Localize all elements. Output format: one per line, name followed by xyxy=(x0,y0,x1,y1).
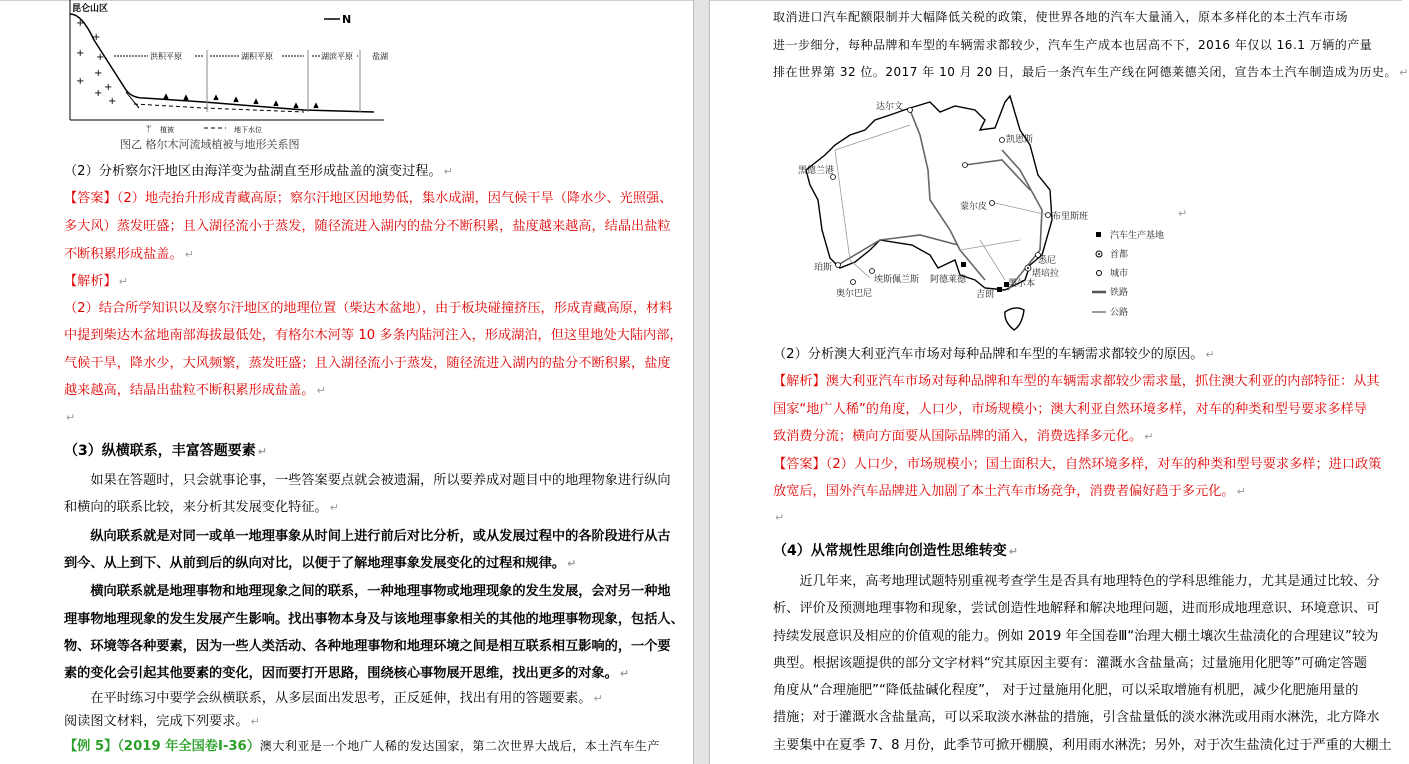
legend-road: 公路 xyxy=(1110,308,1129,318)
legend-production-base: 汽车生产基地 xyxy=(1110,231,1165,241)
body-line: 持续发展意识及相应的价值观的能力。例如 2019 年全国卷Ⅲ“治理大棚土壤次生盐渍化的合理建议”较为 xyxy=(773,629,1379,644)
body-line: 主要集中在夏季 7、8 月份，此季节可掀开棚膜，利用雨水淋洗；另外，对于次生盐渍化过于严重的大棚土 xyxy=(773,738,1392,753)
body-line: 近几年来，高考地理试题特别重视考查学生是否具有地理特色的学科思维能力，尤其是通过比较、分 xyxy=(773,574,1380,589)
paragraph-mark: ↵ xyxy=(257,445,267,458)
paragraph-mark: ↵ xyxy=(593,692,603,705)
section-heading-3 xyxy=(64,442,632,461)
city-label: 吉朗 xyxy=(976,290,995,300)
answer-text: 放宽后，国外汽车品牌进入加剧了本土汽车市场竞争，消费者偏好趋于多元化。 xyxy=(773,484,1235,499)
analysis-line: 中提到柴达木盆地南部海拔最低处，有格尔木河等 10 多条内陆河注入，形成湖泊，但这里地处大陆内部， xyxy=(64,328,683,343)
svg-text:+: + xyxy=(76,48,85,59)
intro-line xyxy=(773,63,1409,82)
svg-text:+: + xyxy=(76,76,85,87)
zone-label: 盐湖 xyxy=(372,52,388,61)
analysis-line: 国家“地广人稀”的角度，人口少，市场规模小；澳大利亚自然环境多样，对车的种类和型号要求多样导 xyxy=(773,402,1367,417)
paragraph-mark: ↵ xyxy=(329,501,339,514)
north-label: N xyxy=(342,13,352,26)
vegetation-terrain-figure xyxy=(64,0,404,152)
paragraph-mark: ↵ xyxy=(1399,66,1409,79)
example-line xyxy=(64,737,660,756)
svg-text:+: + xyxy=(94,68,103,79)
paragraph-mark: ↵ xyxy=(1178,207,1188,220)
paragraph-mark: ↵ xyxy=(619,667,630,680)
city-label: 黑德兰港 xyxy=(798,166,835,176)
question-2 xyxy=(773,346,1343,364)
answer-line: 【答案】（2）地壳抬升形成青藏高原；察尔汗地区因地势低，集水成湖，因气候干旱（降水少、光照强、 xyxy=(64,191,673,206)
paragraph-mark: ↵ xyxy=(567,557,577,570)
body-text: 在平时练习中要学会纵横联系，从多层面出发思考，正反延伸，找出有用的答题要素。 xyxy=(64,691,592,706)
body-line: 横向联系就是地理事物和地理现象之间的联系，一种地理事物或地理现象的发生发展，会对另一种地 xyxy=(64,584,671,599)
answer-line: 【答案】（2）人口少，市场规模小；国土面积大，自然环境多样，对车的种类和型号要求多样；进口政策 xyxy=(773,457,1382,472)
body-line: 纵向联系就是对同一或单一地理事象从时间上进行前后对比分析，或从发展过程中的各阶段进行从古 xyxy=(64,529,671,544)
intro-line: 取消进口汽车配额限制并大幅降低关税的政策，使世界各地的汽车大量涌入，原本多样化的本土汽车市场 xyxy=(773,10,1349,24)
analysis-line: 气候干旱，降水少，大风频繁，蒸发旺盛；且入湖径流小于蒸发，随径流进入湖内的盐分不断积累，盐度 xyxy=(64,356,671,371)
answer-text: 不断积累形成盐盖。 xyxy=(64,247,183,262)
intro-line: 进一步细分，每种品牌和车型的车辆需求都较少，汽车生产成本也居高不下，2016 年仅以 16.1 万辆的产量 xyxy=(773,38,1373,52)
example-label: 【例 5】（2019 年全国卷Ⅰ-36） xyxy=(64,739,260,754)
answer-line: 多大风）蒸发旺盛；且入湖径流小于蒸发，随径流进入湖内的盐分不断积累，盐度越来越高，结晶出盐粒 xyxy=(64,219,671,234)
analysis-text: 越来越高，结晶出盐粒不断积累形成盐盖。 xyxy=(64,383,315,398)
body-text: 素的变化会引起其他要素的变化，因而要打开思路，围绕核心事物展开思维，找出更多的对象。 xyxy=(64,666,618,681)
analysis-line: 【解析】澳大利亚汽车市场对每种品牌和车型的车辆需求都较少需求量，抓住澳大利亚的内部特征：从其 xyxy=(773,374,1380,389)
australia-map xyxy=(780,90,1200,340)
mountain-label: 昆仑山区 xyxy=(72,4,109,14)
zone-label: 洪积平原 xyxy=(150,52,182,61)
answer-line xyxy=(64,246,632,264)
question-2 xyxy=(64,163,632,181)
analysis-line xyxy=(773,428,1343,446)
city-label: 堪培拉 xyxy=(1032,269,1060,279)
city-label: 奥尔巴尼 xyxy=(836,289,873,299)
empty-paragraph xyxy=(64,409,632,427)
answer-line xyxy=(773,483,1343,501)
body-text: 到今、从上到下、从前到后的纵向对比，以便于了解地理事象发展变化的过程和规律。 xyxy=(64,556,566,571)
analysis-label-text: 【解析】 xyxy=(64,274,117,289)
city-label: 布里斯班 xyxy=(1052,212,1089,222)
svg-text:+: + xyxy=(76,18,85,29)
paragraph-mark: ↵ xyxy=(1236,485,1246,498)
city-label: 凯恩斯 xyxy=(1006,135,1034,145)
legend-groundwater: 地下水位 xyxy=(234,126,262,134)
paragraph-mark: ↵ xyxy=(443,165,453,178)
body-text: 阅读图文材料，完成下列要求。 xyxy=(64,714,249,729)
city-label: 埃斯佩兰斯 xyxy=(874,275,920,285)
section-heading-4 xyxy=(773,542,1343,561)
zone-label: 湖积平原 xyxy=(241,52,273,61)
svg-text:+: + xyxy=(96,52,105,63)
question-text: （2）分析澳大利亚汽车市场对每种品牌和车型的车辆需求都较少的原因。 xyxy=(773,347,1204,362)
body-line: 如果在答题时，只会就事论事，一些答案要点就会被遗漏，所以要养成对题目中的地理物象进行纵向 xyxy=(64,473,671,488)
legend-capital: 首都 xyxy=(1110,250,1129,260)
legend-city: 城市 xyxy=(1110,269,1129,279)
body-line xyxy=(64,713,632,731)
vegetation-icon: ᛘ xyxy=(146,125,152,135)
city-label: 阿德莱德 xyxy=(930,275,967,285)
svg-text:+: + xyxy=(104,82,113,93)
body-line: 角度从“合理施肥”“降低盐碱化程度”， 对于过量施用化肥，可以采取增施有机肥，减少化肥施用量的 xyxy=(773,683,1359,698)
heading-text: （3）纵横联系，丰富答题要素 xyxy=(64,443,256,459)
body-line: 典型。根据该题提供的部分文字材料“究其原因主要有：灌溉水含盐量高；过量施用化肥等”可确定答题 xyxy=(773,656,1367,671)
city-label: 悉尼 xyxy=(1038,256,1057,266)
legend-railway: 铁路 xyxy=(1110,288,1129,298)
paragraph-mark: ↵ xyxy=(1008,545,1018,558)
city-label: 珀斯 xyxy=(814,263,833,273)
paragraph-mark: ↵ xyxy=(1205,348,1215,361)
svg-text:+: + xyxy=(108,96,117,107)
body-line: 理事物地理现象的发生发展产生影响。找出事物本身及与该地理事象相关的其他的地理事物现象，包括人、 xyxy=(64,612,684,627)
question-text: （2）分析察尔汗地区由海洋变为盐湖直至形成盐盖的演变过程。 xyxy=(64,164,442,179)
paragraph-mark: ↵ xyxy=(1144,430,1154,443)
analysis-line: （2）结合所学知识以及察尔汗地区的地理位置（柴达木盆地），由于板块碰撞挤压，形成青藏高原，材料 xyxy=(64,301,673,316)
body-line xyxy=(64,499,632,517)
paragraph-mark: ↵ xyxy=(184,248,194,261)
empty-paragraph xyxy=(773,509,1343,527)
body-line xyxy=(64,555,632,573)
body-line: 物、环境等各种要素，因为一些人类活动、各种地理事物和地理环境之间是相互联系相互影响的，一个要 xyxy=(64,639,671,654)
intro-text: 排在世界第 32 位。2017 年 10 月 20 日，最后一条汽车生产线在阿德莱德关闭，宣告本土汽车制造成为历史。 xyxy=(773,65,1398,79)
zone-label: 湖滨平原 xyxy=(321,52,353,61)
analysis-line xyxy=(64,382,632,400)
svg-text:+: + xyxy=(92,32,101,43)
body-text: 和横向的联系比较，来分析其发展变化特征。 xyxy=(64,500,328,515)
analysis-label xyxy=(64,273,632,291)
paragraph-mark: ↵ xyxy=(775,511,785,524)
city-label: 达尔文 xyxy=(876,102,904,112)
figure-caption: 图乙 格尔木河流域植被与地形关系图 xyxy=(120,138,300,151)
example-text: 澳大利亚是一个地广人稀的发达国家，第二次世界大战后，本土汽车生产 xyxy=(259,739,660,753)
city-label: 蒙尔皮 xyxy=(960,202,988,212)
analysis-text: 致消费分流；横向方面要从国际品牌的涌入，消费选择多元化。 xyxy=(773,429,1143,444)
city-label: 墨尔本 xyxy=(1008,279,1036,289)
body-line: 析、评价及预测地理事物和现象，尝试创造性地解释和解决地理问题，进而形成地理意识、环境意识、可 xyxy=(773,601,1380,616)
body-line xyxy=(64,665,632,683)
paragraph-mark: ↵ xyxy=(118,275,128,288)
svg-text:+: + xyxy=(94,88,103,99)
heading-text: （4）从常规性思维向创造性思维转变 xyxy=(773,543,1007,559)
page-separator xyxy=(693,0,710,764)
body-line xyxy=(64,690,632,708)
body-line: 措施；对于灌溉水含盐量高，可以采取淡水淋盐的措施，引含盐量低的淡水淋洗或用雨水淋洗，北方降水 xyxy=(773,710,1380,725)
paragraph-mark: ↵ xyxy=(316,384,326,397)
paragraph-mark: ↵ xyxy=(66,411,76,424)
paragraph-mark: ↵ xyxy=(250,715,260,728)
legend-vegetation: 植被 xyxy=(160,126,174,134)
